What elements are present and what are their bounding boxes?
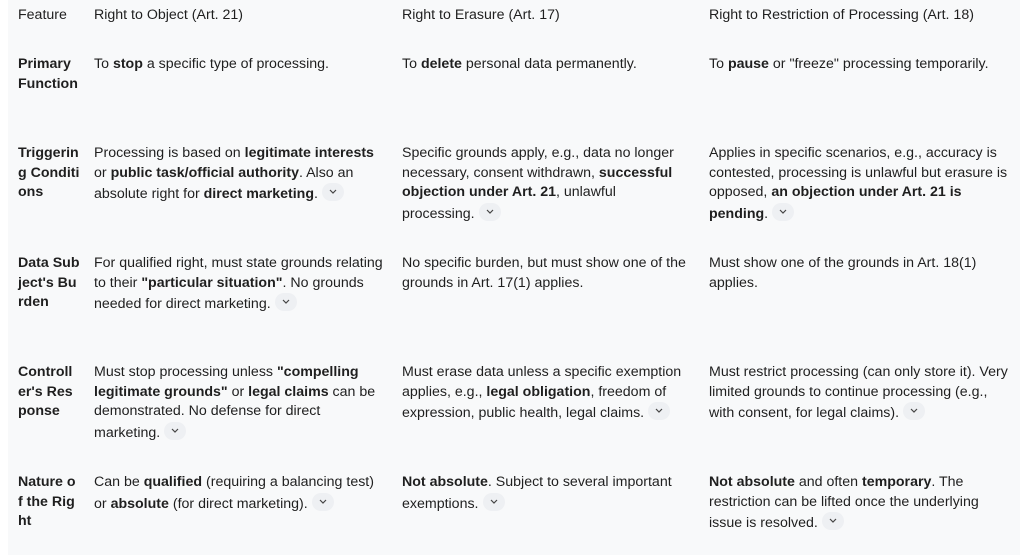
- cell-restriction: Must show one of the grounds in Art. 18(1) applies.: [709, 255, 977, 291]
- cell-erasure: No specific burden, but must show one of the grounds in Art. 17(1) applies.: [402, 255, 686, 291]
- cell-object: Processing is based on legitimate interests or public task/official authority. Also an absolute right for direct marketing.: [94, 145, 374, 203]
- table-row: [8, 37, 1020, 126]
- chevron-down-icon[interactable]: [164, 422, 186, 440]
- row-label: Controller's Response: [18, 364, 73, 420]
- chevron-down-icon[interactable]: [772, 203, 794, 221]
- header-right-to-restriction: Right to Restriction of Processing (Art. 18): [697, 0, 1020, 37]
- cell-object: To stop a specific type of processing.: [94, 56, 329, 72]
- table-body: [8, 37, 1020, 545]
- chevron-down-icon[interactable]: [275, 293, 297, 311]
- cell-erasure: Not absolute. Subject to several important exemptions.: [402, 474, 672, 512]
- cell-erasure: To delete personal data permanently.: [402, 56, 637, 72]
- chevron-down-icon[interactable]: [822, 512, 844, 530]
- table-row: [8, 236, 1020, 345]
- header-right-to-erasure: Right to Erasure (Art. 17): [392, 0, 697, 37]
- cell-object: Must stop processing unless "compelling legitimate grounds" or legal claims can be demonstrated. No defense for direct marketing.: [94, 364, 376, 441]
- table-row: [8, 455, 1020, 545]
- chevron-down-icon[interactable]: [479, 203, 501, 221]
- cell-restriction: To pause or "freeze" processing temporarily.: [709, 56, 989, 72]
- cell-restriction: Applies in specific scenarios, e.g., accuracy is contested, processing is unlawful but erasure is opposed, an objection under Art. 21 is pending.: [709, 145, 1008, 222]
- row-label: Primary Function: [18, 56, 78, 92]
- comparison-table: [8, 0, 1020, 545]
- chevron-down-icon[interactable]: [648, 402, 670, 420]
- header-row: [8, 0, 1020, 37]
- chevron-down-icon[interactable]: [322, 183, 344, 201]
- row-label: Nature of the Right: [18, 474, 76, 530]
- row-label: Triggering Conditions: [18, 145, 80, 201]
- cell-restriction: Must restrict processing (can only store it). Very limited grounds to continue processing (e.g., with consent, for legal claims).: [709, 364, 1008, 422]
- chevron-down-icon[interactable]: [312, 493, 334, 511]
- header-right-to-object: Right to Object (Art. 21): [84, 0, 392, 37]
- cell-object: For qualified right, must state grounds relating to their "particular situation". No grounds needed for direct marketing.: [94, 255, 383, 313]
- table-header: [8, 0, 1020, 37]
- chevron-down-icon[interactable]: [483, 493, 505, 511]
- table-row: [8, 345, 1020, 455]
- chevron-down-icon[interactable]: [903, 402, 925, 420]
- cell-object: Can be qualified (requiring a balancing test) or absolute (for direct marketing).: [94, 474, 374, 512]
- header-feature: Feature: [8, 0, 84, 37]
- row-label: Data Subject's Burden: [18, 255, 80, 311]
- cell-erasure: Specific grounds apply, e.g., data no longer necessary, consent withdrawn, successful objection under Art. 21, unlawful processing.: [402, 145, 674, 222]
- cell-erasure: Must erase data unless a specific exemption applies, e.g., legal obligation, freedom of expression, public health, legal claims.: [402, 364, 682, 422]
- table-row: [8, 126, 1020, 236]
- cell-restriction: Not absolute and often temporary. The restriction can be lifted once the underlying issue is resolved.: [709, 474, 979, 532]
